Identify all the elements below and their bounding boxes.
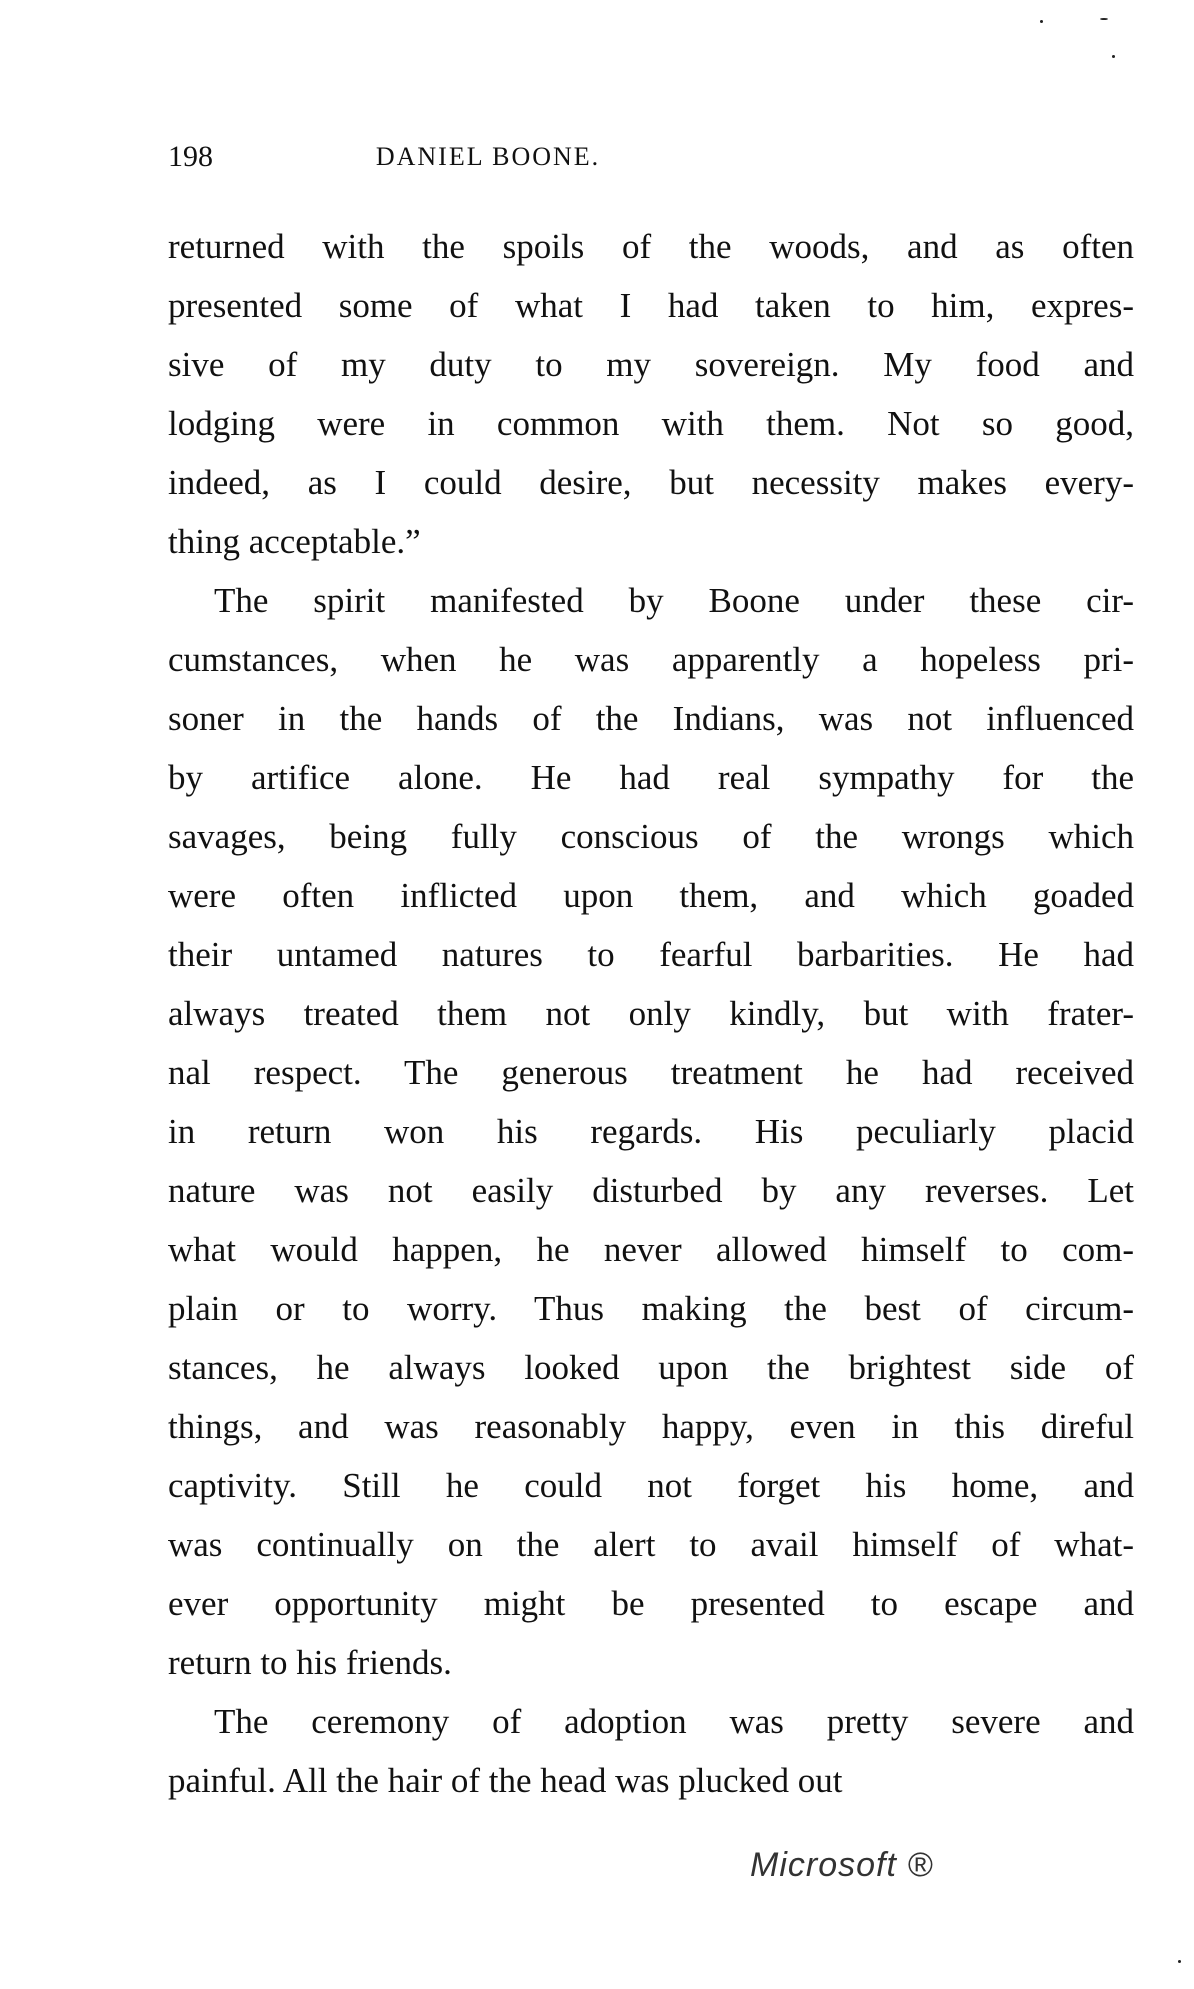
text-line: were often inflicted upon them, and which goaded [168,876,1134,915]
text-line: nature was not easily disturbed by any reverses. Let [168,1171,1134,1210]
text-line: thing acceptable.” [168,522,421,561]
scan-speck [1040,20,1043,23]
text-line: their untamed natures to fearful barbarities. He had [168,935,1134,974]
text-line: presented some of what I had taken to him, expres- [168,286,1134,325]
text-line: in return won his regards. His peculiarly placid [168,1112,1134,1151]
text-line: cumstances, when he was apparently a hopeless pri- [168,640,1134,679]
page-body-text [168,222,1134,1815]
text-line: was continually on the alert to avail himself of what- [168,1525,1134,1564]
scan-speck [1100,18,1108,20]
text-line: ever opportunity might be presented to escape and [168,1584,1134,1623]
text-line: indeed, as I could desire, but necessity makes every- [168,463,1134,502]
text-line: painful. All the hair of the head was plucked out [168,1761,843,1800]
text-line: things, and was reasonably happy, even in this direful [168,1407,1134,1446]
text-line: The spirit manifested by Boone under these cir- [214,581,1134,620]
text-line: captivity. Still he could not forget his home, and [168,1466,1134,1505]
text-line: The ceremony of adoption was pretty severe and [214,1702,1134,1741]
text-line: stances, he always looked upon the brightest side of [168,1348,1134,1387]
text-line: sive of my duty to my sovereign. My food and [168,345,1134,384]
running-title: DANIEL BOONE. [375,142,601,171]
scan-speck [1178,1960,1181,1963]
text-line: always treated them not only kindly, but with frater- [168,994,1134,1033]
text-line: what would happen, he never allowed himself to com- [168,1230,1134,1269]
text-line: soner in the hands of the Indians, was not influenced [168,699,1134,738]
running-header [168,140,1134,180]
text-line: by artifice alone. He had real sympathy for the [168,758,1134,797]
text-line: returned with the spoils of the woods, and as often [168,227,1134,266]
text-line: lodging were in common with them. Not so good, [168,404,1134,443]
text-line: return to his friends. [168,1643,452,1682]
text-line: plain or to worry. Thus making the best of circum- [168,1289,1134,1328]
page-number: 198 [168,140,213,173]
text-line: savages, being fully conscious of the wrongs which [168,817,1134,856]
scan-speck [1112,55,1115,58]
scanner-watermark: Microsoft ® [750,1846,934,1884]
text-line: nal respect. The generous treatment he had received [168,1053,1134,1092]
